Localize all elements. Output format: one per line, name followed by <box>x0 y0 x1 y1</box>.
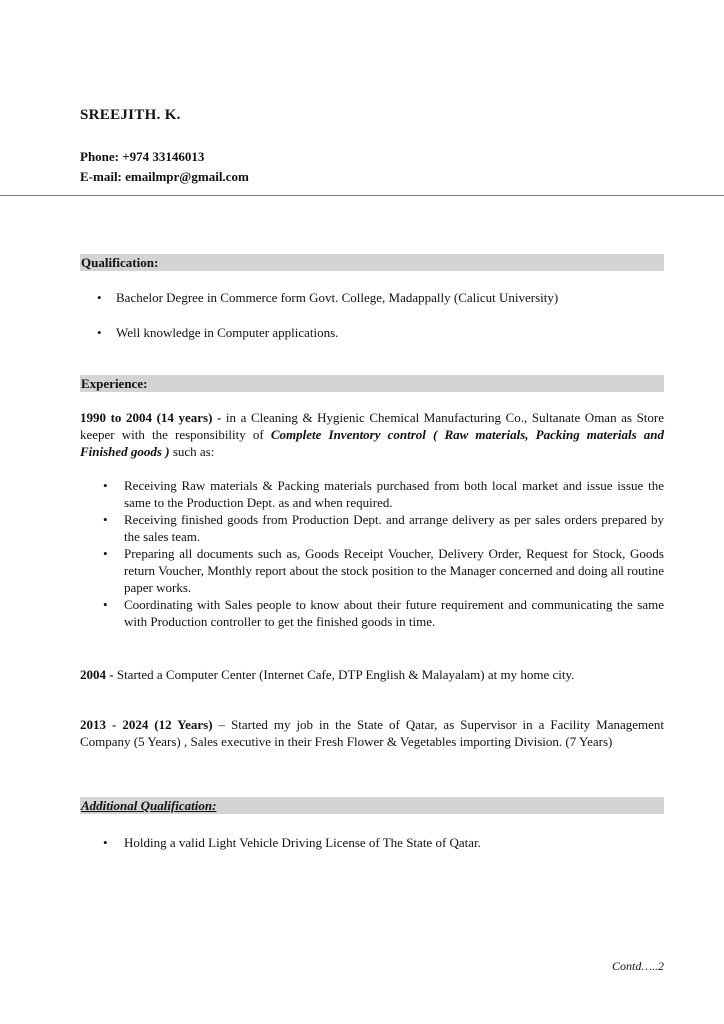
additional-item-text: Holding a valid Light Vehicle Driving License of The State of Qatar. <box>124 835 481 850</box>
bullet-icon: • <box>103 597 108 612</box>
bullet-icon: • <box>103 478 108 493</box>
duty-item <box>103 596 664 630</box>
experience-emphasis: Complete Inventory control ( Raw materials, Packing materials and Finished goods ) <box>80 427 664 459</box>
experience-period: 2013 - 2024 (12 Years) <box>80 717 213 732</box>
candidate-name: SREEJITH. K. <box>80 107 181 123</box>
bullet-icon: • <box>103 512 108 527</box>
additional-qualification-heading: Additional Qualification: <box>80 797 664 814</box>
bullet-icon: • <box>103 546 108 561</box>
continued-note: Contd…..2 <box>611 959 664 973</box>
duty-item <box>103 511 664 545</box>
duty-text: Receiving finished goods from Production Dept. and arrange delivery as per sales orders prepared by the sales team. <box>124 512 664 544</box>
phone-line: Phone: +974 33146013 <box>80 149 205 164</box>
duty-text: Receiving Raw materials & Packing materials purchased from both local market and issue issue the same to the Production Dept. as and when required. <box>124 478 664 510</box>
email-line: E-mail: emailmpr@gmail.com <box>80 169 249 184</box>
duty-text: Preparing all documents such as, Goods Receipt Voucher, Delivery Order, Request for Stock, Goods return Voucher, Monthly report about the stock position to the Manager concerned and doing all routine paper works. <box>124 546 664 595</box>
qualification-heading: Qualification: <box>80 254 664 271</box>
experience-entry-2013 <box>80 716 664 750</box>
experience-period: 2004 - <box>80 667 114 682</box>
bullet-icon: • <box>97 290 102 305</box>
duty-text: Coordinating with Sales people to know about their future requirement and communicating the same with Production controller to get the finished goods in time. <box>124 597 664 629</box>
bullet-icon: • <box>97 325 102 340</box>
experience-entry-2004 <box>80 666 664 683</box>
experience-heading: Experience: <box>80 375 664 392</box>
experience-description: in a Cleaning & Hygienic Chemical Manufacturing Co., Sultanate Oman as Store keeper with the responsibility of <box>80 410 665 442</box>
additional-item <box>103 834 673 851</box>
duty-item <box>103 477 664 511</box>
experience-period: 1990 to 2004 (14 years) - <box>80 410 222 425</box>
header-divider <box>0 195 724 196</box>
duties-list <box>103 477 664 630</box>
duty-item <box>103 545 664 596</box>
qualification-item <box>97 324 667 341</box>
qualification-item <box>97 289 667 306</box>
qualification-item-text: Bachelor Degree in Commerce form Govt. College, Madappally (Calicut University) <box>116 290 559 305</box>
experience-description: Started a Computer Center (Internet Cafe, DTP English & Malayalam) at my home city. <box>116 667 575 682</box>
experience-description: – Started my job in the State of Qatar, as Supervisor in a Facility Management Company (5 Years) , Sales executive in their Fresh Flower & Vegetables importing Division. (7 Years) <box>80 717 664 749</box>
experience-entry-1990 <box>80 409 664 460</box>
bullet-icon: • <box>103 835 108 850</box>
experience-description-end: such as: <box>172 444 215 459</box>
qualification-item-text: Well knowledge in Computer applications. <box>116 325 339 340</box>
